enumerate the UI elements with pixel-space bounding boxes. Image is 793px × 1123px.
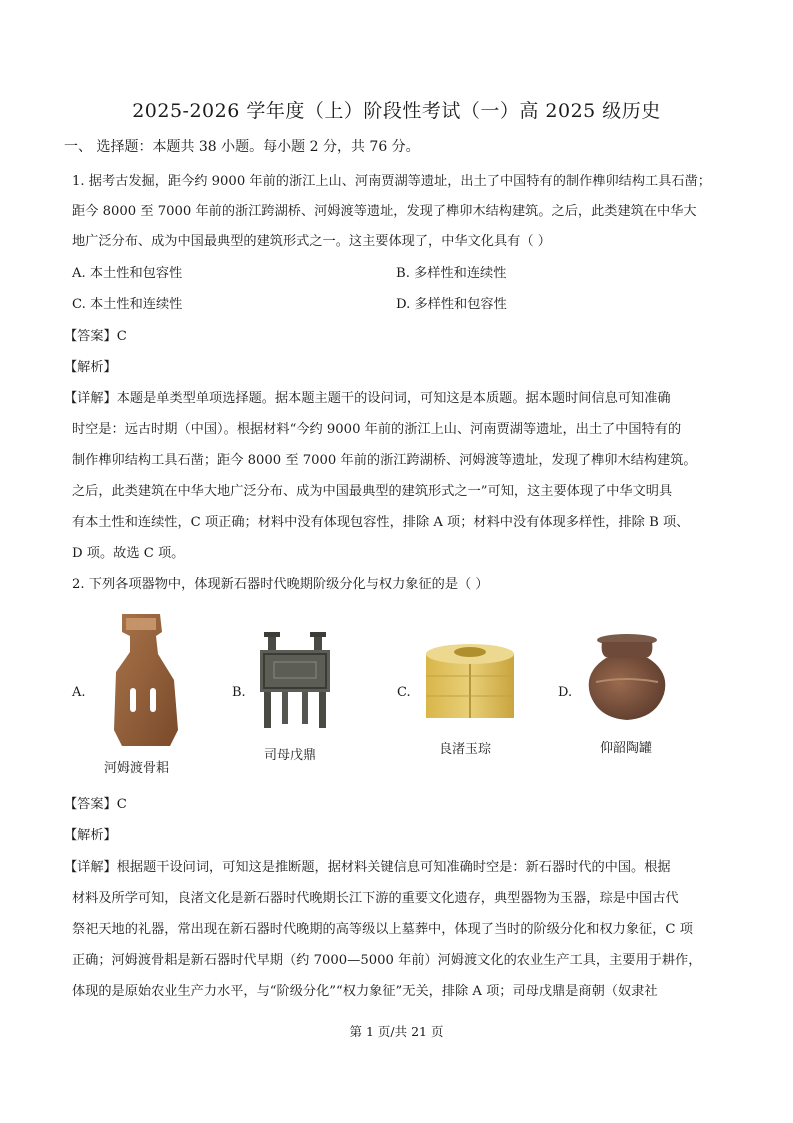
q2-detail-line-5: 体现的是原始农业生产力水平，与“阶级分化”“权力象征”无关，排除 A 项；司母戊鼎是商朝（奴隶社 <box>72 984 658 999</box>
section-heading: 一、 选择题：本题共 38 小题。每小题 2 分，共 76 分。 <box>64 139 420 155</box>
q2-detail-line-1: 【详解】根据题干设问词，可知这是推断题，据材料关键信息可知准确时空是：新石器时代的中国。根据 <box>64 860 671 875</box>
pottery-jar-image <box>582 632 672 724</box>
q1-option-c: C. 本土性和连续性 <box>72 297 183 312</box>
q1-detail-line-5: 有本土性和连续性，C 项正确；材料中没有体现包容性，排除 A 项；材料中没有体现多样性，排除 B 项、 <box>72 515 690 530</box>
q1-detail-line-3: 制作榫卯结构工具石凿；距今 8000 至 7000 年前的浙江跨湖桥、河姆渡等遗址，发现了榫卯木结构建筑。 <box>72 453 697 468</box>
q2-option-c-letter: C. <box>397 685 411 700</box>
bone-spade-image <box>100 610 190 750</box>
q1-option-d: D. 多样性和包容性 <box>396 297 507 312</box>
q2-detail-line-3: 祭祀天地的礼器，常出现在新石器时代晚期的高等级以上墓葬中，体现了当时的阶级分化和权力象征，C 项 <box>72 922 693 937</box>
bronze-ding-image <box>254 632 336 732</box>
q1-detail-line-4: 之后，此类建筑在中华大地广泛分布、成为中国最典型的建筑形式之一”可知，这主要体现了中华文明具 <box>72 484 673 499</box>
page-title: 2025-2026 学年度（上）阶段性考试（一）高 2025 级历史 <box>132 100 661 122</box>
q2-option-a-caption: 河姆渡骨耜 <box>104 761 170 776</box>
page-footer: 第 1 页/共 21 页 <box>349 1024 444 1039</box>
q1-detail-line-6: D 项。故选 C 项。 <box>72 546 185 561</box>
q2-option-b-letter: B. <box>232 685 246 700</box>
q2-detail-line-2: 材料及所学可知，良渚文化是新石器时代晚期长江下游的重要文化遗存，典型器物为玉器，琮是中国古代 <box>72 891 679 906</box>
q1-analysis-label: 【解析】 <box>64 360 117 375</box>
q1-option-b: B. 多样性和连续性 <box>396 266 507 281</box>
q1-option-a: A. 本土性和包容性 <box>72 266 183 281</box>
jade-cong-image <box>420 636 520 726</box>
q1-answer: 【答案】C <box>64 329 127 344</box>
q2-detail-line-4: 正确；河姆渡骨耜是新石器时代早期（约 7000—5000 年前）河姆渡文化的农业生产工具，主要用于耕作， <box>72 953 702 968</box>
q2-stem: 2. 下列各项器物中，体现新石器时代晚期阶级分化与权力象征的是（ ） <box>72 577 489 592</box>
q2-option-d-caption: 仰韶陶罐 <box>600 741 653 756</box>
q1-stem-line-3: 地广泛分布、成为中国最典型的建筑形式之一。这主要体现了，中华文化具有（ ） <box>72 234 551 249</box>
q1-stem-line-1: 1. 据考古发掘，距今约 9000 年前的浙江上山、河南贾湖等遗址，出土了中国特有的制作榫卯结构工具石凿； <box>72 174 711 189</box>
q2-option-c-caption: 良渚玉琮 <box>439 742 492 757</box>
q1-detail-line-2: 时空是：远古时期（中国）。根据材料“今约 9000 年前的浙江上山、河南贾湖等遗址，出土了中国特有的 <box>72 422 682 437</box>
q2-answer: 【答案】C <box>64 797 127 812</box>
q2-analysis-label: 【解析】 <box>64 828 117 843</box>
q2-option-b-caption: 司母戊鼎 <box>264 748 317 763</box>
q2-option-a-letter: A. <box>72 685 86 700</box>
q2-option-d-letter: D. <box>558 685 573 700</box>
q1-detail-line-1: 【详解】本题是单类型单项选择题。据本题主题干的设问词，可知这是本质题。据本题时间信息可知准确 <box>64 391 671 406</box>
q1-stem-line-2: 距今 8000 至 7000 年前的浙江跨湖桥、河姆渡等遗址，发现了榫卯木结构建筑。之后，此类建筑在中华大 <box>72 204 697 219</box>
